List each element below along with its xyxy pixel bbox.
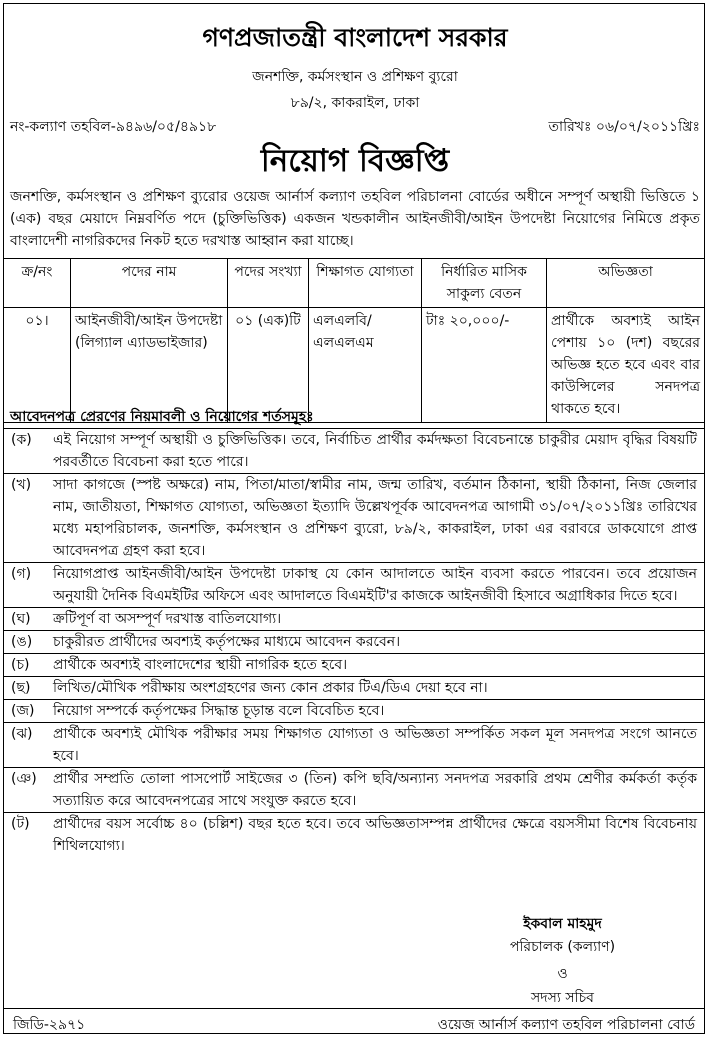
term-text: এই নিয়োগ সম্পূর্ণ অস্থায়ী ও চুক্তিভিত্তিক। তবে, নির্বাচিত প্রার্থীর কর্মদক্ষতা বিবেচনান্তে চাকুরীর মেয়াদ বৃদ্ধির বিষয়টি পরবর্তীতে বিবেচনা করা হতে পারে। [53, 432, 697, 470]
intro-paragraph: জনশক্তি, কর্মসংস্থান ও প্রশিক্ষণ ব্যুরোর ওয়েজ আর্নার্স কল্যাণ তহবিল পরিচালনা বোর্ডের অধীনে সম্পূর্ণ অস্থায়ী ভিত্তিতে ১ (এক) বছর মেয়াদে নিম্নবর্ণিত পদে (চুক্তিভিত্তিক) একজন খন্ডকালীন আইনজীবী/আইন উপদেষ্টা নিয়োগের নিমিত্তে প্রকৃত বাংলাদেশী নাগরিকদের নিকট হতে দরখাস্ত আহ্বান করা যাচ্ছে। [10, 189, 700, 249]
notice-date: তারিখঃ ০৬/০৭/২০১১খ্রিঃ [548, 119, 700, 135]
term-label: (জ) [11, 703, 35, 719]
term-text: প্রার্থীদের বয়স সর্বোচ্চ ৪০ (চল্লিশ) বছর হতে হবে। তবে অভিজ্ঞতাসম্পন্ন প্রার্থীদের ক্ষেত্রে বয়সসীমা বিশেষ বিবেচনায় শিথিলযোগ্য। [53, 816, 697, 854]
col-experience: অভিজ্ঞতা [547, 259, 705, 308]
term-item [3, 676, 705, 699]
term-item [3, 562, 705, 607]
term-label: (ঝ) [11, 726, 33, 742]
cell-experience: প্রার্থীকে অবশ্যই আইন পেশায় ১০ (দশ) বছরের অভিজ্ঞ হতে হবে এবং বার কাউন্সিলের সনদপত্র থাকতে হবে। [547, 308, 705, 423]
gd-number: জিডি-২৯৭১ [13, 1017, 86, 1033]
signatory-conjunction: ও [557, 966, 568, 982]
term-text: সাদা কাগজে (স্পষ্ট অক্ষরে) নাম, পিতা/মাতা/স্বামীর নাম, জন্ম তারিখ, বর্তমান ঠিকানা, স্থায়ী ঠিকানা, নিজ জেলার নাম, জাতীয়তা, শিক্ষাগত যোগ্যতা, অভিজ্ঞতা ইত্যাদি উল্লেখপূর্বক আবেদনপত্র আগামী ৩১/০৭/২০১১খ্রিঃ তারিখের মধ্যে মহাপরিচালক, জনশক্তি, কর্মসংস্থান ও প্রশিক্ষণ ব্যুরো, ৮৯/২, কাকরাইল, ঢাকা এর বরাবরে ডাকযোগে প্রাপ্ত আবেদনপত্র গ্রহণ করা হবে। [53, 477, 697, 559]
term-text: প্রার্থীর সম্প্রতি তোলা পাসপোর্ট সাইজের ৩ (তিন) কপি ছবি/অন্যান্য সনদপত্র সরকারি প্রথম শ্রেণীর কর্মকর্তা কর্তৃক সত্যায়িত করে আবেদনপত্রের সাথে সংযুক্ত করতে হবে। [53, 771, 697, 809]
term-label: (চ) [11, 657, 30, 673]
term-item [3, 767, 705, 812]
col-serial: ক্র/নং [4, 259, 71, 308]
term-label: (ঙ) [11, 634, 33, 650]
term-item [3, 653, 705, 676]
term-label: (খ) [11, 477, 32, 493]
term-item [3, 607, 705, 630]
cell-salary: টাঃ ২০,০০০/- [422, 308, 547, 423]
term-label: (গ) [11, 566, 32, 582]
terms-list [3, 428, 705, 857]
term-label: (ছ) [11, 680, 31, 696]
term-item [3, 812, 705, 857]
term-text: প্রার্থীকে অবশ্যই মৌখিক পরীক্ষার সময় শিক্ষাগত যোগ্যতা ও অভিজ্ঞতা সম্পর্কিত সকল মূল সনদপত্র সংগে আনতে হবে। [53, 726, 697, 764]
signatory-designation: পরিচালক (কল্যাণ) [509, 939, 616, 955]
col-post-count: পদের সংখ্যা [228, 259, 309, 308]
cell-serial: ০১। [4, 308, 71, 423]
term-label: (ঘ) [11, 611, 31, 627]
col-post-name: পদের নাম [71, 259, 228, 308]
term-text: ক্রটিপূর্ণ বা অসম্পূর্ণ দরখাস্ত বাতিলযোগ্য। [53, 611, 282, 627]
term-item [3, 722, 705, 767]
cell-post-name: আইনজীবী/আইন উপদেষ্টা (লিগ্যাল এ্যাডভাইজার) [71, 308, 228, 423]
term-text: লিখিত/মৌখিক পরীক্ষায় অংশগ্রহণের জন্য কোন প্রকার টিএ/ডিএ দেয়া হবে না। [53, 680, 488, 696]
term-item [3, 473, 705, 562]
term-item [3, 428, 705, 473]
table-header-row [4, 259, 705, 308]
signatory-name: ইকবাল মাহমুদ [523, 916, 602, 932]
col-qualification: শিক্ষাগত যোগ্যতা [309, 259, 422, 308]
terms-heading: আবেদনপত্র প্রেরণের নিয়মাবলী ও নিয়োগের শর্তসমূহঃ [10, 409, 314, 425]
notice-title: নিয়োগ বিজ্ঞপ্তি [260, 143, 450, 179]
term-item [3, 630, 705, 653]
col-salary: নির্ধারিত মাসিক সাকুল্য বেতন [422, 259, 547, 308]
term-text: নিয়োগ সম্পর্কে কর্তৃপক্ষের সিদ্ধান্ত চূড়ান্ত বলে বিবেচিত হবে। [53, 703, 385, 719]
bureau-address: ৮৯/২, কাকরাইল, ঢাকা [290, 95, 420, 111]
footer-bar [3, 1008, 705, 1035]
cell-post-count: ০১ (এক)টি [228, 308, 309, 423]
term-label: (ট) [11, 816, 30, 832]
signatory-secretary: সদস্য সচিব [531, 990, 594, 1006]
term-item [3, 699, 705, 722]
post-table [3, 258, 705, 423]
board-name: ওয়েজ আর্নার্স কল্যাণ তহবিল পরিচালনা বোর্ড [437, 1017, 695, 1033]
term-label: (ক) [11, 432, 32, 448]
term-text: প্রার্থীকে অবশ্যই বাংলাদেশের স্থায়ী নাগরিক হতে হবে। [53, 657, 348, 673]
cell-qualification: এলএলবি/ এলএলএম [309, 308, 422, 423]
bureau-name: জনশক্তি, কর্মসংস্থান ও প্রশিক্ষণ ব্যুরো [252, 69, 458, 85]
memo-number: নং-কল্যাণ তহবিল-৯৪৯৬/০৫/৪৯১৮ [10, 119, 217, 135]
term-text: নিয়োগপ্রাপ্ত আইনজীবী/আইন উপদেষ্টা ঢাকাস্থ যে কোন আদালতে আইন ব্যবসা করতে পারবেন। তবে প্রয়োজন অনুযায়ী দৈনিক বিএমইটির অফিসে এবং আদালতে বিএমইটি'র কাজকে আইনজীবী হিসাবে অগ্রাধিকার দিতে হবে। [53, 566, 697, 604]
term-label: (ঞ) [11, 771, 37, 787]
term-text: চাকুরীরত প্রার্থীদের অবশ্যই কর্তৃপক্ষের মাধ্যমে আবেদন করবেন। [53, 634, 401, 650]
government-heading: গণপ্রজাতন্ত্রী বাংলাদেশ সরকার [202, 23, 508, 52]
